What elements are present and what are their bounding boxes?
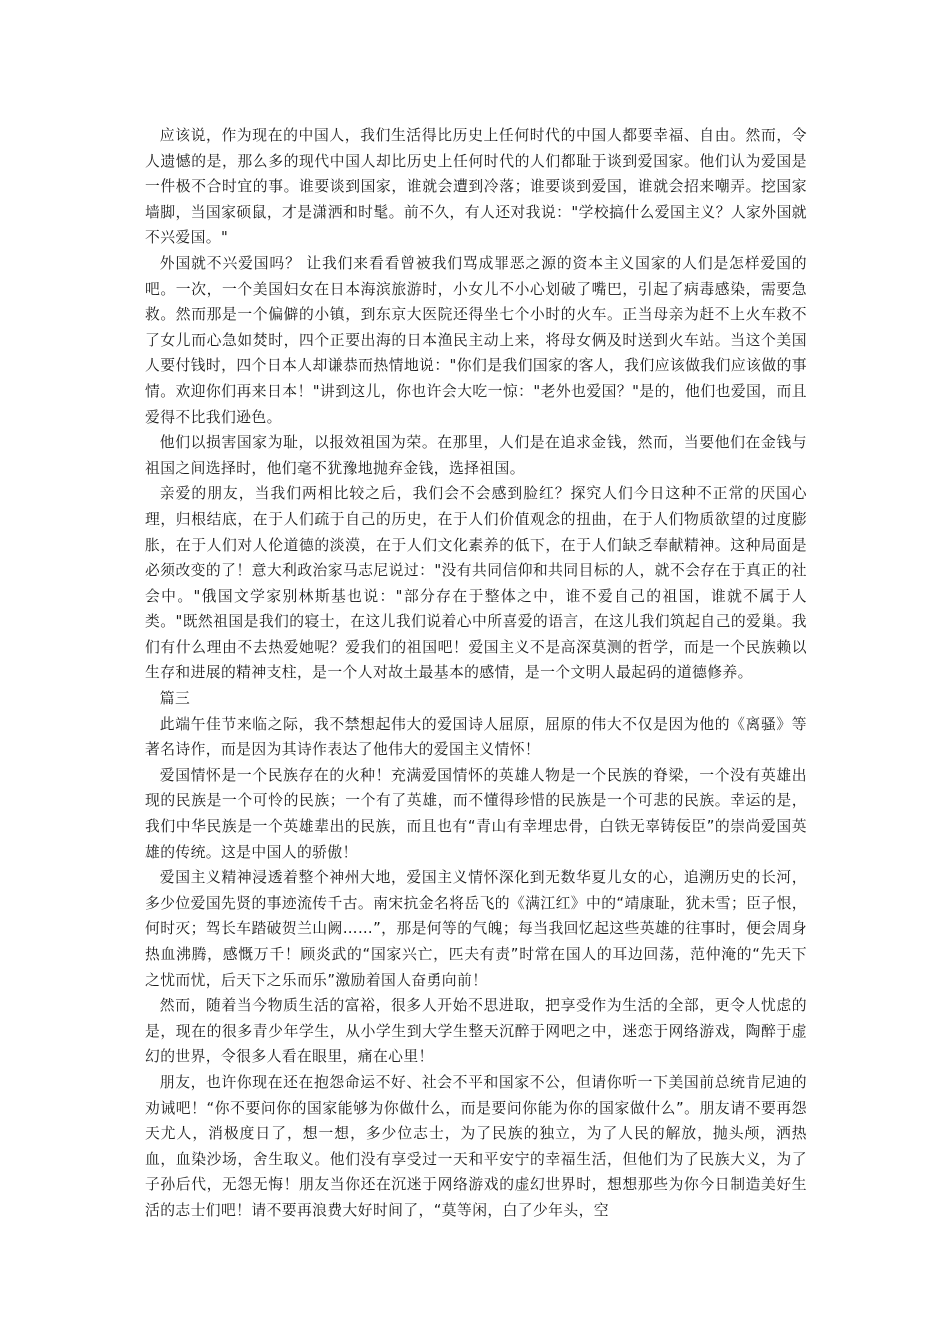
section-heading: 篇三 [159, 690, 191, 708]
paragraph: 爱国主义精神浸透着整个神州大地，爱国主义情怀深化到无数华夏儿女的心，追溯历史的长河，多少位爱国先贤的事迹流传千古。南宋抗金名将岳飞的《满江红》中的“靖康耻，犹未雪；臣子恨，何时灭；驾长车踏破贺兰山阙……”，那是何等的气魄；每当我回忆起这些英雄的往事时，便会周身热血沸腾，感慨万千！顾炎武的“国家兴亡，匹夫有责”时常在国人的耳边回荡，范仲淹的“先天下之忧而忧，后天下之乐而乐”激励着国人奋勇向前！ [145, 869, 807, 989]
paragraph: 爱国情怀是一个民族存在的火种！充满爱国情怀的英雄人物是一个民族的脊梁，一个没有英雄出现的民族是一个可怜的民族；一个有了英雄，而不懂得珍惜的民族是一个可悲的民族。幸运的是，我们中华民族是一个英雄辈出的民族，而且也有“青山有幸埋忠骨，白铁无辜铸佞臣”的崇尚爱国英雄的传统。这是中国人的骄傲！ [145, 766, 807, 861]
paragraph: 朋友，也许你现在还在抱怨命运不好、社会不平和国家不公，但请你听一下美国前总统肯尼迪的劝诫吧！“你不要问你的国家能够为你做什么，而是要问你能为你的国家做什么”。朋友请不要再怨天尤人，消极度日了，想一想，多少位志士，为了民族的独立，为了人民的解放，抛头颅，洒热血，血染沙场，舍生取义。他们没有享受过一天和平安宁的幸福生活，但他们为了民族大义，为了子孙后代，无怨无悔！朋友当你还在沉迷于网络游戏的虚幻世界时，想想那些为你今日制造美好生活的志士们吧！请不要再浪费大好时间了，“莫等闲，白了少年头，空 [145, 1073, 807, 1219]
paragraph: 外国就不兴爱国吗？ 让我们来看看曾被我们骂成罪恶之源的资本主义国家的人们是怎样爱国的吧。一次，一个美国妇女在日本海滨旅游时，小女儿不小心划破了嘴巴，引起了病毒感染，需要急救。然而那是一个偏僻的小镇，到东京大医院还得坐七个小时的火车。正当母亲为赶不上火车救不了女儿而心急如焚时，四个正要出海的日本渔民主动上来，将母女俩及时送到火车站。当这个美国人要付钱时，四个日本人却谦恭而热情地说："你们是我们国家的客人，我们应该做我们应该做的事情。欢迎你们再来日本！"讲到这儿，你也许会大吃一惊："老外也爱国？"是的，他们也爱国，而且爱得不比我们逊色。 [145, 254, 807, 426]
paragraph: 他们以损害国家为耻，以报效祖国为荣。在那里，人们是在追求金钱，然而，当要他们在金钱与祖国之间选择时，他们毫不犹豫地抛弃金钱，选择祖国。 [145, 434, 807, 477]
paragraph: 然而，随着当今物质生活的富裕，很多人开始不思进取，把享受作为生活的全部，更令人忧虑的是，现在的很多青少年学生，从小学生到大学生整天沉醉于网吧之中，迷恋于网络游戏，陶醉于虚幻的世界，令很多人看在眼里，痛在心里！ [145, 997, 807, 1066]
document-body [145, 123, 807, 1224]
paragraph: 亲爱的朋友，当我们两相比较之后，我们会不会感到脸红？探究人们今日这种不正常的厌国心理，归根结底，在于人们疏于自己的历史，在于人们价值观念的扭曲，在于人们物质欲望的过度膨胀，在于人们对人伦道德的淡漠，在于人们文化素养的低下，在于人们缺乏奉献精神。这种局面是必须改变的了！意大利政治家马志尼说过："没有共同信仰和共同目标的人，就不会存在于真正的社会中。"俄国文学家别林斯基也说："部分存在于整体之中，谁不爱自己的祖国，谁就不属于人类。"既然祖国是我们的寝士，在这儿我们说着心中所喜爱的语言，在这儿我们筑起自己的爱巢。我们有什么理由不去热爱她呢？爱我们的祖国吧！爱国主义不是高深莫测的哲学，而是一个民族赖以生存和进展的精神支柱，是一个人对故土最基本的感情，是一个文明人最起码的道德修养。 [145, 485, 807, 682]
paragraph: 应该说，作为现在的中国人，我们生活得比历史上任何时代的中国人都要幸福、自由。然而，令人遗憾的是，那么多的现代中国人却比历史上任何时代的人们都耻于谈到爱国家。他们认为爱国是一件极不合时宜的事。谁要谈到国家，谁就会遭到冷落；谁要谈到爱国，谁就会招来嘲弄。挖国家墙脚，当国家硕鼠，才是潇洒和时髦。前不久，有人还对我说："学校搞什么爱国主义？人家外国就不兴爱国。" [145, 127, 807, 247]
paragraph: 此端午佳节来临之际，我不禁想起伟大的爱国诗人屈原，屈原的伟大不仅是因为他的《离骚》等著名诗作，而是因为其诗作表达了他伟大的爱国主义情怀！ [145, 715, 807, 759]
